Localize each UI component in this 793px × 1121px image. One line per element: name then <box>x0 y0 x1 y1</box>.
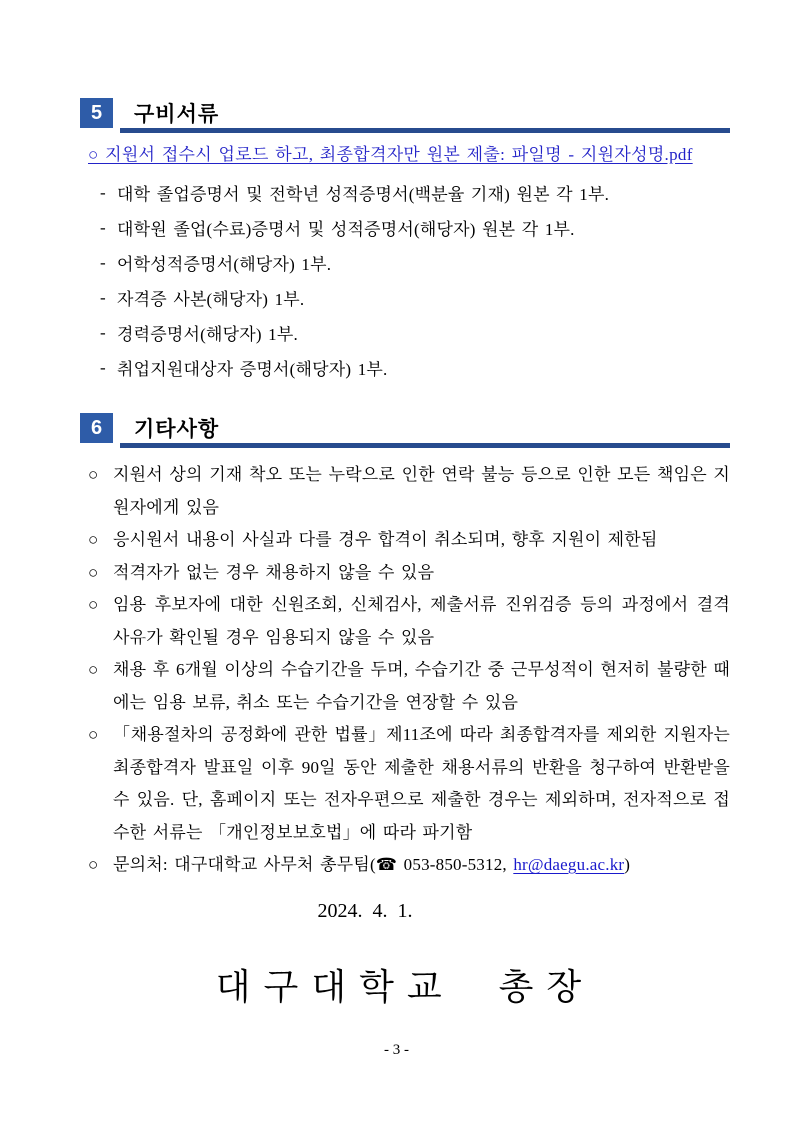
note-text: 적격자가 없는 경우 채용하지 않을 수 있음 <box>113 562 435 582</box>
dash-marker: - <box>100 182 106 202</box>
section-6-title: 기타사항 <box>134 418 220 441</box>
list-item-text: 대학원 졸업(수료)증명서 및 성적증명서(해당자) 원본 각 1부. <box>117 220 575 239</box>
contact-suffix: ) <box>624 855 631 874</box>
list-item <box>100 210 730 245</box>
note-text: 응시원서 내용이 사실과 다를 경우 합격이 취소되며, 향후 지원이 제한됨 <box>113 530 658 549</box>
note-text: 지원서 상의 기재 착오 또는 누락으로 인한 연락 불능 등으로 인한 모든 책임은 지원자에게 있음 <box>113 465 730 517</box>
list-item <box>100 280 730 315</box>
section-5-title: 구비서류 <box>134 103 220 126</box>
note-item <box>88 459 730 524</box>
section-6-header <box>80 413 730 448</box>
list-item-text: 자격증 사본(해당자) 1부. <box>117 290 305 309</box>
contact-line <box>88 849 730 882</box>
section-5-number-badge: 5 <box>80 98 113 128</box>
circle-bullet-marker: ○ <box>88 562 99 582</box>
list-item <box>100 315 730 350</box>
circle-bullet-marker: ○ <box>88 660 99 679</box>
list-item <box>100 245 730 280</box>
phone-icon: ☎ <box>375 855 398 875</box>
dash-marker: - <box>100 287 106 307</box>
document-content <box>80 98 730 1010</box>
required-documents-list <box>80 175 730 385</box>
signature-title: 대구대학교 총장 <box>215 966 595 1007</box>
other-notes-list <box>80 459 730 882</box>
note-item <box>88 589 730 654</box>
list-item-text: 대학 졸업증명서 및 전학년 성적증명서(백분율 기재) 원본 각 1부. <box>117 185 610 204</box>
section-6-number-badge: 6 <box>80 413 113 443</box>
dash-marker: - <box>100 357 106 377</box>
dash-marker: - <box>100 217 106 237</box>
list-item-text: 경력증명서(해당자) 1부. <box>117 325 298 344</box>
contact-phone-number: 053-850-5312, <box>397 855 514 874</box>
list-item <box>100 350 730 385</box>
contact-prefix: 문의처: 대구대학교 사무처 총무팀( <box>113 855 376 874</box>
dash-marker: - <box>100 322 106 342</box>
list-item-text: 취업지원대상자 증명서(해당자) 1부. <box>117 360 388 379</box>
note-text: 채용 후 6개월 이상의 수습기간을 두며, 수습기간 중 근무성적이 현저히 불량한 때에는 임용 보류, 취소 또는 수습기간을 연장할 수 있음 <box>113 660 730 712</box>
note-text: 「채용절차의 공정화에 관한 법률」제11조에 따라 최종합격자를 제외한 지원자는 최종합격자 발표일 이후 90일 동안 제출한 채용서류의 반환을 청구하여 반환받을 수 있음. 단, 홈페이지 또는 전자우편으로 제출한 경우는 제외하며, 전자적으로 접수한 서류는 「개인정보보호법」에 따라 파기함 <box>113 725 730 842</box>
note-item <box>88 654 730 719</box>
circle-bullet-marker: ○ <box>88 855 99 874</box>
upload-note: ○ 지원서 접수시 업로드 하고, 최종합격자만 원본 제출: 파일명 - 지원자성명.pdf <box>88 145 693 164</box>
issue-date: 2024. 4. 1. <box>317 899 413 922</box>
circle-bullet-marker: ○ <box>88 465 99 484</box>
list-item-text: 어학성적증명서(해당자) 1부. <box>117 255 332 274</box>
list-item <box>100 175 730 210</box>
circle-bullet-marker: ○ <box>88 530 99 549</box>
circle-bullet-marker: ○ <box>88 725 99 744</box>
note-text: 임용 후보자에 대한 신원조회, 신체검사, 제출서류 진위검증 등의 과정에서 결격 사유가 확인될 경우 임용되지 않을 수 있음 <box>113 595 730 647</box>
page-number: - 3 - <box>384 1042 409 1058</box>
circle-bullet-marker: ○ <box>88 595 99 614</box>
note-item <box>88 524 730 557</box>
note-item <box>88 557 730 590</box>
dash-marker: - <box>100 252 106 272</box>
note-item <box>88 719 730 849</box>
section-5-header <box>80 98 730 133</box>
email-link[interactable]: hr@daegu.ac.kr <box>513 855 625 874</box>
contact-text <box>113 849 730 882</box>
